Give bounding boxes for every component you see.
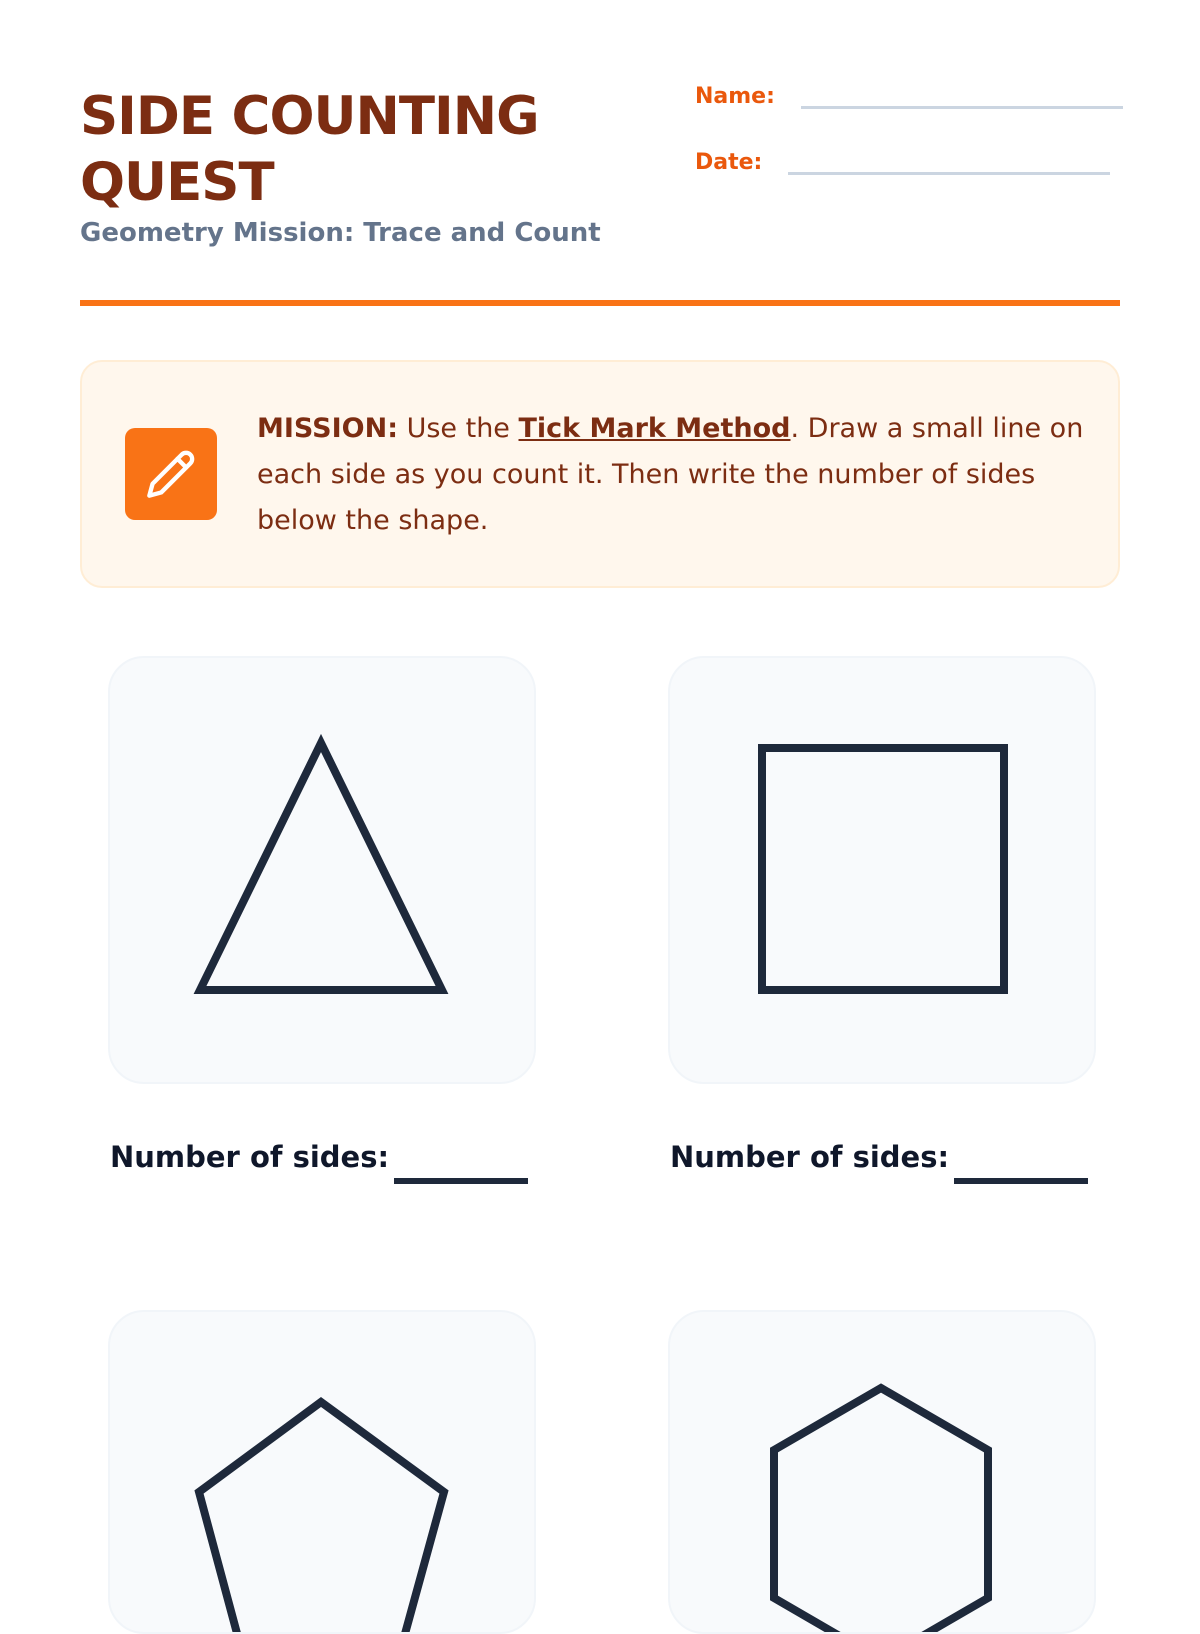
mission-lead: MISSION: bbox=[257, 413, 398, 444]
name-label: Name: bbox=[695, 84, 775, 109]
answer-row-triangle bbox=[110, 1130, 530, 1190]
answer-label: Number of sides: bbox=[110, 1140, 390, 1174]
date-line[interactable] bbox=[788, 172, 1110, 175]
shape-card-square bbox=[668, 656, 1096, 1084]
mission-text-before: Use the bbox=[398, 413, 519, 444]
page-title: SIDE COUNTING QUEST bbox=[80, 86, 539, 213]
square-shape bbox=[670, 658, 1094, 1082]
page-subtitle: Geometry Mission: Trace and Count bbox=[80, 218, 601, 248]
shape-card-hexagon bbox=[668, 1310, 1096, 1634]
date-field bbox=[695, 150, 1110, 175]
worksheet-page bbox=[80, 0, 1120, 1600]
answer-line[interactable] bbox=[394, 1178, 528, 1184]
tick-mark-method: Tick Mark Method bbox=[518, 413, 791, 444]
header-divider bbox=[80, 300, 1120, 306]
mission-box bbox=[80, 360, 1120, 588]
hexagon-shape bbox=[670, 1312, 1094, 1634]
name-field bbox=[695, 84, 1123, 109]
answer-row-square bbox=[670, 1130, 1090, 1190]
pencil-icon bbox=[125, 428, 217, 520]
mission-text-after: . Draw a small line on each side as you count it. Then write the number of sides below the shape. bbox=[257, 413, 1084, 536]
pentagon-shape bbox=[110, 1312, 534, 1634]
date-label: Date: bbox=[695, 150, 763, 175]
triangle-shape bbox=[110, 658, 534, 1082]
answer-line[interactable] bbox=[954, 1178, 1088, 1184]
shape-card-pentagon bbox=[108, 1310, 536, 1634]
shape-card-triangle bbox=[108, 656, 536, 1084]
mission-instructions bbox=[257, 406, 1087, 544]
answer-label: Number of sides: bbox=[670, 1140, 950, 1174]
name-line[interactable] bbox=[801, 106, 1123, 109]
